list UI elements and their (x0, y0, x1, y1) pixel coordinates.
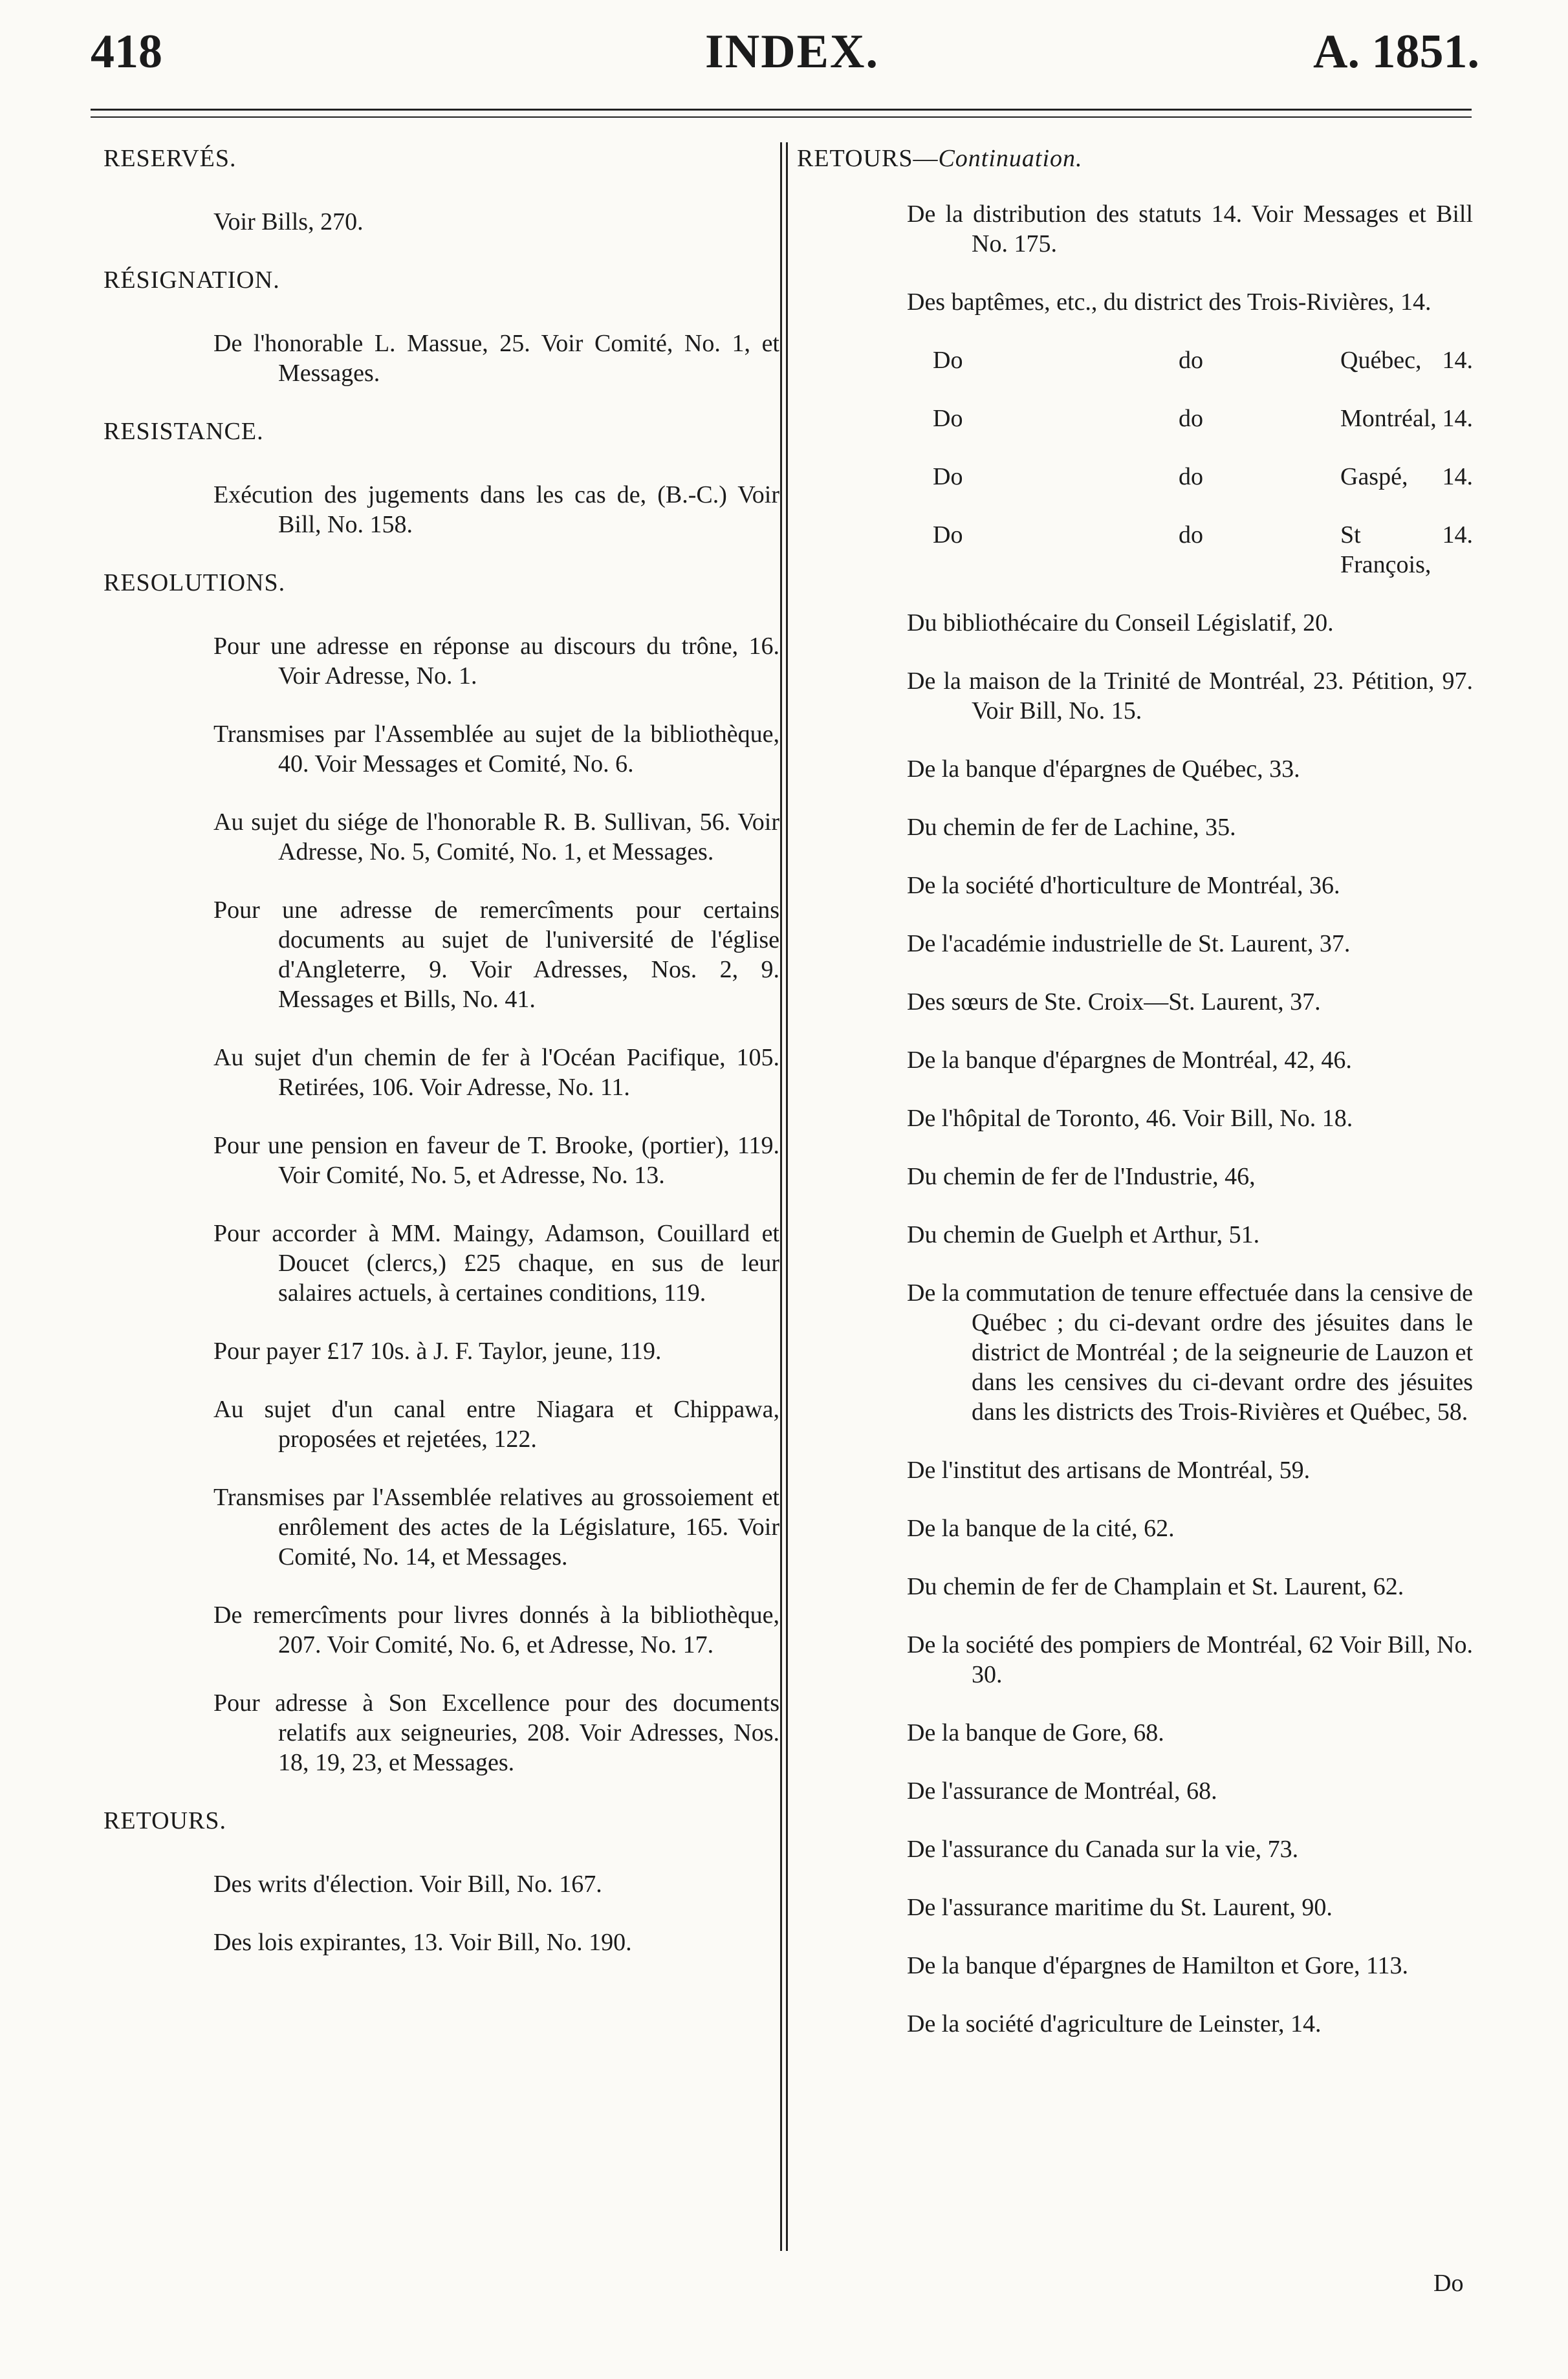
index-entry: Pour une pension en faveur de T. Brooke, (portier), 119. Voir Comité, No. 5, et Adresse, No. 13. (213, 1132, 779, 1189)
index-entry: De l'assurance du Canada sur la vie, 73. (907, 1836, 1299, 1863)
catchword: Do (1433, 2270, 1464, 2297)
index-entry: De l'institut des artisans de Montréal, 59. (907, 1457, 1311, 1484)
index-entry: Des writs d'élection. Voir Bill, No. 167. (213, 1871, 602, 1898)
section-heading (797, 144, 1473, 173)
index-entry: De la société d'horticulture de Montréal, 36. (907, 872, 1340, 899)
section-heading: RETOURS. (103, 1807, 226, 1834)
index-entry: Des sœurs de Ste. Croix—St. Laurent, 37. (907, 988, 1321, 1016)
index-entry: De la banque de Gore, 68. (907, 1719, 1164, 1746)
ditto-cell: Do (933, 521, 963, 549)
index-entry: Du chemin de fer de Champlain et St. Laurent, 62. (907, 1573, 1404, 1600)
ditto-cell: 14. (1442, 347, 1473, 374)
ditto-cell: 14. (1442, 521, 1473, 549)
index-entry: De l'assurance maritime du St. Laurent, 90. (907, 1894, 1333, 1921)
index-entry: De l'académie industrielle de St. Laurent, 37. (907, 930, 1351, 957)
heading-text: RETOURS— (797, 145, 939, 172)
index-entry: De la banque d'épargnes de Québec, 33. (907, 755, 1300, 783)
page-title: INDEX. (705, 25, 879, 78)
ditto-cell: St François, (1340, 521, 1432, 578)
index-entry: Transmises par l'Assemblée au sujet de la bibliothèque, 40. Voir Messages et Comité, No. 6. (213, 721, 779, 777)
header-rule (91, 116, 1472, 118)
index-entry: Pour une adresse en réponse au discours du trône, 16. Voir Adresse, No. 1. (213, 633, 779, 690)
left-column (103, 144, 779, 1986)
index-entry: De la maison de la Trinité de Montréal, 23. Pétition, 97. Voir Bill, No. 15. (907, 668, 1473, 724)
index-entry: De la banque d'épargnes de Montréal, 42, 46. (907, 1047, 1352, 1074)
ditto-row (933, 462, 1473, 492)
column-divider (780, 142, 788, 2251)
ditto-row (933, 345, 1473, 375)
index-entry: Exécution des jugements dans les cas de, (B.-C.) Voir Bill, No. 158. (213, 481, 779, 538)
ditto-cell: do (1179, 521, 1203, 549)
header-rule (91, 109, 1472, 111)
ditto-cell: do (1179, 463, 1203, 490)
heading-continuation: Continuation. (938, 145, 1083, 172)
section-heading: RESERVÉS. (103, 145, 237, 172)
index-entry: Du chemin de Guelph et Arthur, 51. (907, 1221, 1260, 1248)
index-entry: De remercîments pour livres donnés à la bibliothèque, 207. Voir Comité, No. 6, et Adresse, No. 17. (213, 1602, 779, 1658)
ditto-cell: Do (933, 405, 963, 432)
section-heading: RÉSIGNATION. (103, 266, 280, 294)
ditto-cell: Do (933, 347, 963, 374)
ditto-cell: do (1179, 405, 1203, 432)
index-entry: Du chemin de fer de l'Industrie, 46, (907, 1163, 1256, 1190)
index-entry: De l'hôpital de Toronto, 46. Voir Bill, No. 18. (907, 1105, 1353, 1132)
index-entry: De la distribution des statuts 14. Voir Messages et Bill No. 175. (907, 201, 1473, 257)
index-entry: De la commutation de tenure effectuée dans la censive de Québec ; du ci-devant ordre des jésuites dans le district de Montréal ; de la seigneurie de Lauzon et dans les censives du ci-devant ordre des jésuites dans les districts des Trois-Rivières et Québec, 58. (907, 1279, 1473, 1426)
index-entry: De l'assurance de Montréal, 68. (907, 1777, 1217, 1805)
index-entry: De la société d'agriculture de Leinster, 14. (907, 2010, 1322, 2037)
ditto-cell: Gaspé, (1340, 463, 1408, 490)
page-year: A. 1851. (1313, 25, 1479, 78)
page-number: 418 (91, 25, 162, 78)
index-entry: Pour une adresse de remercîments pour certains documents au sujet de l'université de l'église d'Angleterre, 9. Voir Adresses, Nos. 2, 9. Messages et Bills, No. 41. (213, 896, 779, 1013)
ditto-row (933, 520, 1473, 580)
index-entry: De la banque d'épargnes de Hamilton et Gore, 113. (907, 1952, 1409, 1979)
section-heading: RESISTANCE. (103, 418, 264, 445)
ditto-cell: Québec, (1340, 347, 1422, 374)
index-entry: Du chemin de fer de Lachine, 35. (907, 814, 1236, 841)
right-column (797, 144, 1473, 2067)
index-entry: Au sujet du siége de l'honorable R. B. Sullivan, 56. Voir Adresse, No. 5, Comité, No. 1, et Messages. (213, 809, 779, 865)
index-entry: Transmises par l'Assemblée relatives au grossoiement et enrôlement des actes de la Législature, 165. Voir Comité, No. 14, et Messages. (213, 1484, 779, 1570)
index-entry: Au sujet d'un chemin de fer à l'Océan Pacifique, 105. Retirées, 106. Voir Adresse, No. 11. (213, 1044, 779, 1101)
ditto-cell: 14. (1442, 463, 1473, 490)
index-entry: De l'honorable L. Massue, 25. Voir Comité, No. 1, et Messages. (213, 330, 779, 387)
index-entry: Voir Bills, 270. (213, 208, 364, 235)
index-entry: Pour payer £17 10s. à J. F. Taylor, jeune, 119. (213, 1338, 662, 1365)
index-entry: De la banque de la cité, 62. (907, 1515, 1175, 1542)
index-entry: Pour accorder à MM. Maingy, Adamson, Couillard et Doucet (clercs,) £25 chaque, en sus de leur salaires actuels, à certaines conditions, 119. (213, 1220, 779, 1307)
ditto-cell: Do (933, 463, 963, 490)
ditto-cell: Montréal, (1340, 405, 1437, 432)
index-entry: Pour adresse à Son Excellence pour des documents relatifs aux seigneuries, 208. Voir Adresses, Nos. 18, 19, 23, et Messages. (213, 1689, 779, 1776)
ditto-row (933, 404, 1473, 433)
ditto-cell: 14. (1442, 405, 1473, 432)
ditto-cell: do (1179, 347, 1203, 374)
index-entry: Au sujet d'un canal entre Niagara et Chippawa, proposées et rejetées, 122. (213, 1396, 779, 1453)
index-entry: Du bibliothécaire du Conseil Législatif, 20. (907, 609, 1334, 636)
section-heading: RESOLUTIONS. (103, 569, 286, 596)
index-entry: Des baptêmes, etc., du district des Trois-Rivières, 14. (907, 288, 1432, 316)
index-entry: De la société des pompiers de Montréal, 62 Voir Bill, No. 30. (907, 1631, 1473, 1688)
index-entry: Des lois expirantes, 13. Voir Bill, No. 190. (213, 1929, 632, 1956)
